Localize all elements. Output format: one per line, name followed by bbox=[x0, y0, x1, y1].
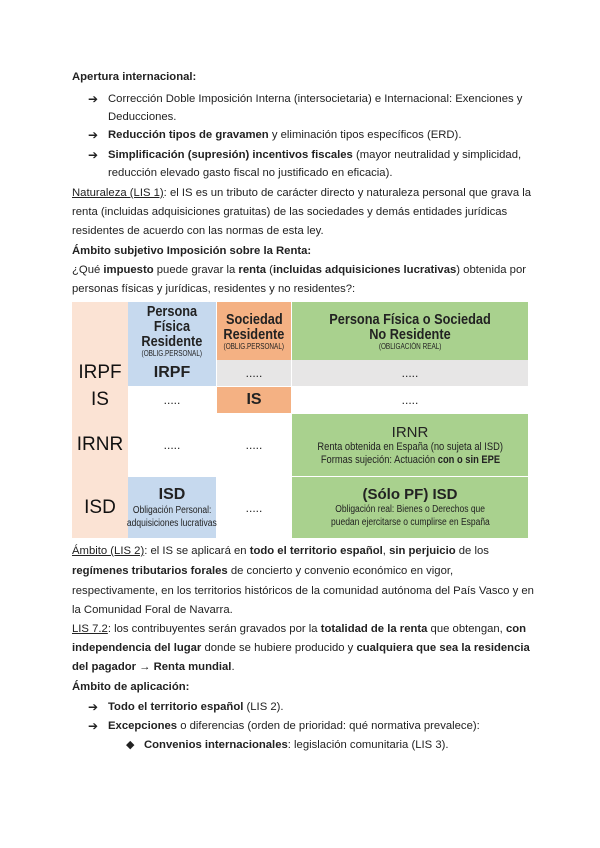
cell-isd-pf: ISD Obligación Personal: adquisiciones lucrativas bbox=[128, 477, 216, 538]
naturaleza-paragraph: Naturaleza (LIS 1): el IS es un tributo de carácter directo y naturaleza personal que grava la bbox=[72, 187, 532, 199]
cell-irnr-nr: IRNR Renta obtenida en España (no sujeta al ISD) Formas sujeción: Actuación con o sin EPE bbox=[292, 414, 528, 476]
tax-table bbox=[72, 302, 528, 538]
ambito-line2: regímenes tributarios forales de concierto y convenio económico en vigor, bbox=[72, 565, 454, 577]
bullet-correccion: Corrección Doble Imposición Interna (intersocietaria) e Internacional: Exenciones y bbox=[108, 93, 523, 105]
arrow-icon: ➔ bbox=[88, 719, 99, 733]
cell-is-nr: ..... bbox=[292, 387, 528, 413]
row-label-is: IS bbox=[72, 387, 128, 413]
bullet-correccion-cont: Deducciones. bbox=[108, 111, 177, 123]
bullet-territorio: Todo el territorio español (LIS 2). bbox=[108, 701, 284, 713]
header-persona-fisica: Persona Física Residente (OBLIG.PERSONAL) bbox=[128, 302, 216, 360]
heading-apertura: Apertura internacional: bbox=[72, 71, 197, 83]
naturaleza-line2: renta (incluidas adquisiciones gratuitas) de las sociedades y demás entidades jurídicas bbox=[72, 206, 508, 218]
cell-isd-nr: (Sólo PF) ISD Obligación real: Bienes o Derechos que puedan ejercitarse o cumplirse en España bbox=[292, 477, 528, 538]
cell-irnr-pf: ..... bbox=[128, 414, 216, 476]
header-no-residente: Persona Física o Sociedad No Residente (OBLIGACIÓN REAL) bbox=[292, 302, 528, 360]
cell-is-pf: ..... bbox=[128, 387, 216, 413]
ambito-link[interactable]: Ámbito (LIS 2) bbox=[72, 545, 145, 557]
lis72-link[interactable]: LIS 7.2 bbox=[72, 623, 108, 635]
row-label-irnr: IRNR bbox=[72, 414, 128, 476]
heading-ambito-aplicacion: Ámbito de aplicación: bbox=[72, 681, 190, 693]
question-line2: personas físicas y jurídicas, residentes y no residentes?: bbox=[72, 283, 356, 295]
diamond-bullet-icon: ◆ bbox=[126, 739, 135, 751]
bullet-reduccion: Reducción tipos de gravamen y eliminación tipos específicos (ERD). bbox=[108, 129, 462, 141]
heading-ambito-subjetivo: Ámbito subjetivo Imposición sobre la Renta: bbox=[72, 245, 312, 257]
cell-is-soc: IS bbox=[217, 387, 291, 413]
ambito-line4: la Comunidad Foral de Navarra. bbox=[72, 604, 233, 616]
bullet-simplificacion: Simplificación (supresión) incentivos fiscales (mayor neutralidad y simplicidad, bbox=[108, 149, 522, 161]
arrow-icon: ➔ bbox=[88, 700, 99, 714]
cell-irpf-pf: IRPF bbox=[128, 360, 216, 386]
cell-irnr-soc: ..... bbox=[217, 414, 291, 476]
header-sociedad: Sociedad Residente (OBLIG.PERSONAL) bbox=[217, 302, 291, 360]
cell-irpf-soc: ..... bbox=[217, 360, 291, 386]
arrow-icon: ➔ bbox=[88, 92, 99, 106]
cell-isd-soc: ..... bbox=[217, 477, 291, 538]
arrow-icon: ➔ bbox=[88, 128, 99, 142]
row-label-isd: ISD bbox=[72, 477, 128, 538]
ambito-line1: Ámbito (LIS 2): el IS se aplicará en todo el territorio español, sin perjuicio de los bbox=[72, 545, 489, 557]
lis72-line1: LIS 7.2: los contribuyentes serán gravados por la totalidad de la renta que obtengan, con bbox=[72, 623, 527, 635]
bullet-excepciones: Excepciones o diferencias (orden de prioridad: qué normativa prevalece): bbox=[108, 720, 480, 732]
question-line1: ¿Qué impuesto puede gravar la renta (incluidas adquisiciones lucrativas) obtenida por bbox=[72, 264, 526, 276]
ambito-line3: respectivamente, en los territorios históricos de la comunidad autónoma del País Vasco y en bbox=[72, 585, 534, 597]
naturaleza-line3: residentes de acuerdo con las normas de esta ley. bbox=[72, 225, 324, 237]
cell-irpf-nr: ..... bbox=[292, 360, 528, 386]
arrow-icon: ➔ bbox=[88, 148, 99, 162]
sub-bullet-convenios: Convenios internacionales: legislación comunitaria (LIS 3). bbox=[144, 739, 449, 751]
row-label-irpf: IRPF bbox=[72, 360, 128, 386]
naturaleza-link[interactable]: Naturaleza (LIS 1) bbox=[72, 187, 164, 199]
bullet-simplificacion-cont: reducción elevado gasto fiscal no justificado en eficacia). bbox=[108, 167, 393, 179]
lis72-line2: independencia del lugar donde se hubiere producido y cualquiera que sea la residencia bbox=[72, 642, 530, 654]
lis72-line3: del pagador → Renta mundial. bbox=[72, 661, 235, 673]
